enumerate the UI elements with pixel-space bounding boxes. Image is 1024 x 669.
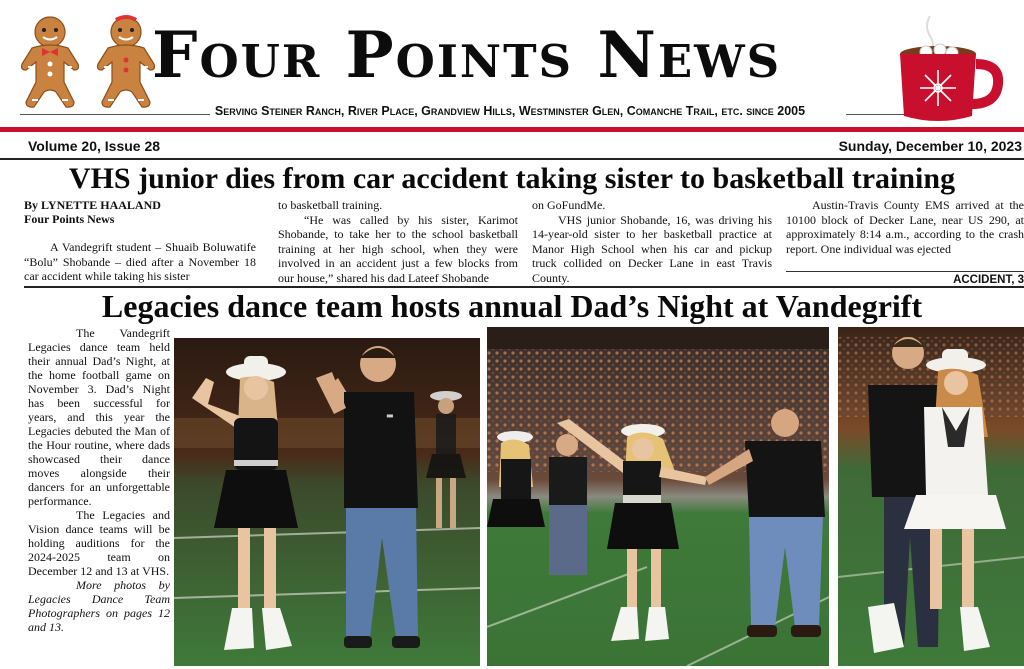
lead-headline: VHS junior dies from car accident taking sister to basketball training	[68, 162, 956, 195]
second-headline: Legacies dance team hosts annual Dad’s Night at Vandegrift	[101, 288, 923, 324]
lead-column-4	[786, 198, 1024, 256]
photo-credit: More photos by Legacies Dance Team Photographers on pages 12 and 13.	[28, 578, 170, 634]
gingerbread-icon	[18, 12, 82, 110]
newspaper-title: Four Points News	[152, 18, 782, 93]
volume-issue: Volume 20, Issue 28	[28, 138, 161, 154]
byline: By LYNETTE HAALAND	[24, 198, 161, 212]
lead-paragraph-1: A Vandegrift student – Shuaib Boluwatife “Bolu” Shobande – died after a November 18 car accident while taking his sister	[24, 240, 256, 283]
lead-column-1	[24, 198, 256, 284]
byline-outlet: Four Points News	[24, 212, 115, 226]
masthead-red-rule	[0, 127, 1024, 132]
gingerbread-icon	[94, 12, 158, 110]
second-paragraph-2: The Legacies and Vision dance teams will be holding auditions for the 2024-2025 team on December 12 and 13 at VHS.	[28, 508, 170, 578]
masthead	[0, 0, 1024, 132]
second-article	[28, 326, 170, 634]
photo-dancer-and-dad-3	[838, 327, 1024, 666]
lead-column-2	[278, 198, 518, 285]
issue-bar	[0, 134, 1024, 160]
lead-article	[24, 198, 1024, 288]
second-paragraph-1: The Vandegrift Legacies dance team held their annual Dad’s Night, at the home football game on November 3. Dad’s Night has been successful for years, and this year the Legacies debuted the Man of the Hour routine, where dads showcased their dance moves alongside their dancers for an unforgettable performance.	[28, 326, 170, 508]
lead-paragraph-2a: to basketball training.	[278, 198, 383, 212]
lead-paragraph-4: Austin-Travis County EMS arrived at the 10100 block of Decker Lane, near US 290, at approximately 8:14 a.m., according to the crash report. One individual was ejected	[786, 198, 1024, 256]
lead-paragraph-2b: “He was called by his sister, Karimot Shobande, to take her to the school basketball training at her high school, when they were involved in an accident just a few blocks from our house,” shared his dad Lateef Shobande	[278, 212, 518, 285]
cocoa-mug-icon	[890, 8, 1006, 126]
lead-paragraph-3b: VHS junior Shobande, 16, was driving his 14-year-old sister to her basketball practice at Manor High School when his car and pickup truck collided on Decker Lane in east Travis County.	[532, 212, 772, 285]
continued-jump[interactable]: ACCIDENT, 3	[786, 271, 1024, 288]
svg-text:▬: ▬	[386, 411, 394, 420]
photo-dancer-and-dad-2	[487, 327, 829, 666]
issue-date: Sunday, December 10, 2023	[838, 138, 1022, 154]
lead-column-3	[532, 198, 772, 285]
lead-paragraph-3a: on GoFundMe.	[532, 198, 606, 212]
tagline: Serving Steiner Ranch, River Place, Grandview Hills, Westminster Glen, Comanche Trail, etc. since 2005	[214, 104, 806, 118]
photo-dancer-and-dad-1	[174, 338, 480, 666]
